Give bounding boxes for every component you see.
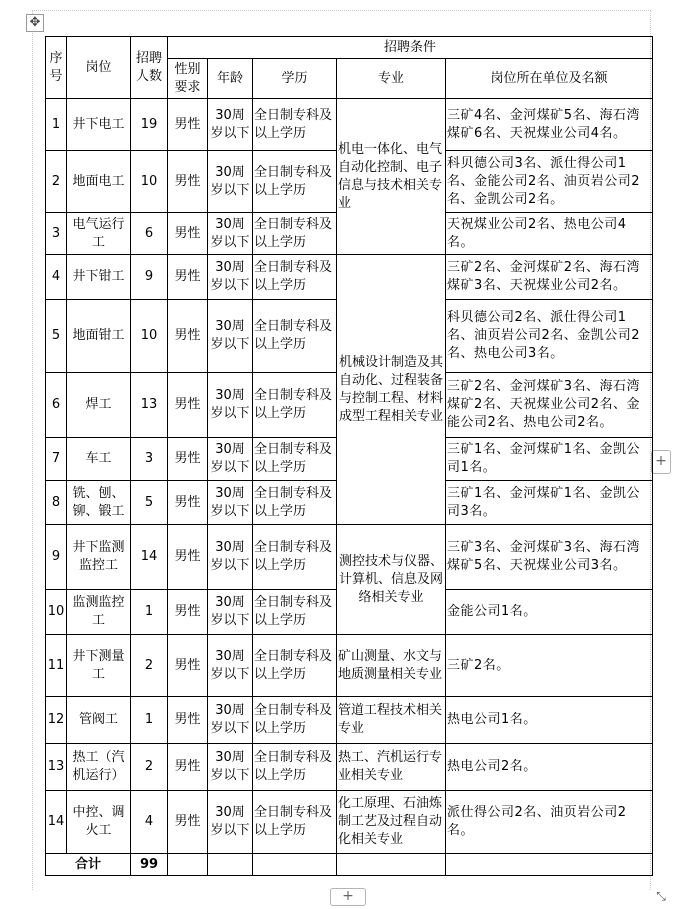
cell-gender: 男性	[168, 791, 208, 854]
cell-position: 地面钳工	[67, 300, 131, 373]
page-edge-top	[32, 10, 651, 11]
table-row	[46, 525, 653, 590]
cell-position: 车工	[67, 438, 131, 481]
cell-age: 30周岁以下	[208, 791, 253, 854]
cell-units: 科贝德公司3名、派仕得公司1名、金能公司2名、油页岩公司2名、金凯公司2名。	[446, 151, 653, 213]
cell-seq: 10	[46, 590, 67, 635]
cell-gender: 男性	[168, 99, 208, 151]
cell-age: 30周岁以下	[208, 373, 253, 438]
cell-age: 30周岁以下	[208, 525, 253, 590]
cell-position: 热工（汽机运行）	[67, 744, 131, 791]
cell-gender: 男性	[168, 590, 208, 635]
cell-units: 金能公司1名。	[446, 590, 653, 635]
cell-position: 铣、刨、铆、锻工	[67, 481, 131, 525]
total-label: 合计	[46, 854, 131, 876]
cell-position: 井下电工	[67, 99, 131, 151]
empty-cell	[208, 854, 253, 876]
cell-education: 全日制专科及以上学历	[253, 525, 337, 590]
cell-education: 全日制专科及以上学历	[253, 438, 337, 481]
cell-seq: 2	[46, 151, 67, 213]
cell-count: 6	[131, 213, 168, 255]
cell-units: 三矿2名。	[446, 635, 653, 697]
cell-gender: 男性	[168, 481, 208, 525]
cell-age: 30周岁以下	[208, 255, 253, 300]
cell-gender: 男性	[168, 373, 208, 438]
cell-education: 全日制专科及以上学历	[253, 99, 337, 151]
cell-gender: 男性	[168, 213, 208, 255]
resize-icon[interactable]: ⤡	[656, 889, 666, 903]
header-count: 招聘人数	[131, 37, 168, 99]
cell-age: 30周岁以下	[208, 697, 253, 744]
cell-gender: 男性	[168, 525, 208, 590]
cell-major: 测控技术与仪器、计算机、信息及网络相关专业	[337, 525, 446, 635]
cell-units: 热电公司2名。	[446, 744, 653, 791]
cell-position: 中控、调火工	[67, 791, 131, 854]
cell-seq: 1	[46, 99, 67, 151]
header-conditions: 招聘条件	[168, 37, 653, 59]
table-move-icon[interactable]: ✥	[26, 14, 44, 32]
cell-education: 全日制专科及以上学历	[253, 590, 337, 635]
cell-count: 13	[131, 373, 168, 438]
cell-units: 三矿1名、金河煤矿1名、金凯公司1名。	[446, 438, 653, 481]
cell-count: 1	[131, 697, 168, 744]
header-education: 学历	[253, 59, 337, 99]
header-gender: 性别要求	[168, 59, 208, 99]
cell-education: 全日制专科及以上学历	[253, 481, 337, 525]
header-major: 专业	[337, 59, 446, 99]
add-row-button[interactable]	[330, 888, 366, 906]
total-row	[46, 854, 653, 876]
empty-cell	[253, 854, 337, 876]
cell-major: 矿山测量、水文与地质测量相关专业	[337, 635, 446, 697]
cell-age: 30周岁以下	[208, 590, 253, 635]
cell-education: 全日制专科及以上学历	[253, 255, 337, 300]
cell-gender: 男性	[168, 300, 208, 373]
cell-education: 全日制专科及以上学历	[253, 791, 337, 854]
cell-major: 管道工程技术相关专业	[337, 697, 446, 744]
cell-seq: 4	[46, 255, 67, 300]
recruitment-table	[45, 36, 653, 876]
table-row	[46, 744, 653, 791]
cell-count: 5	[131, 481, 168, 525]
cell-seq: 13	[46, 744, 67, 791]
cell-position: 井下钳工	[67, 255, 131, 300]
empty-cell	[337, 854, 446, 876]
cell-count: 10	[131, 300, 168, 373]
header-age: 年龄	[208, 59, 253, 99]
cell-major: 化工原理、石油炼制工艺及过程自动化相关专业	[337, 791, 446, 854]
cell-age: 30周岁以下	[208, 99, 253, 151]
cell-units: 天祝煤业公司2名、热电公司4名。	[446, 213, 653, 255]
cell-count: 9	[131, 255, 168, 300]
empty-cell	[446, 854, 653, 876]
cell-count: 4	[131, 791, 168, 854]
header-units: 岗位所在单位及名额	[446, 59, 653, 99]
cell-major: 机械设计制造及其自动化、过程装备与控制工程、材料成型工程相关专业	[337, 255, 446, 525]
cell-education: 全日制专科及以上学历	[253, 300, 337, 373]
table-row	[46, 697, 653, 744]
cell-age: 30周岁以下	[208, 481, 253, 525]
cell-age: 30周岁以下	[208, 151, 253, 213]
cell-seq: 12	[46, 697, 67, 744]
cell-age: 30周岁以下	[208, 213, 253, 255]
cell-units: 科贝德公司2名、派仕得公司1名、油页岩公司2名、金凯公司2名、热电公司3名。	[446, 300, 653, 373]
add-column-button[interactable]	[651, 450, 671, 474]
cell-units: 三矿4名、金河煤矿5名、海石湾煤矿6名、天祝煤业公司4名。	[446, 99, 653, 151]
empty-cell	[168, 854, 208, 876]
header-position: 岗位	[67, 37, 131, 99]
table-row	[46, 255, 653, 300]
total-value: 99	[131, 854, 168, 876]
cell-units: 三矿3名、金河煤矿3名、海石湾煤矿5名、天祝煤业公司3名。	[446, 525, 653, 590]
cell-age: 30周岁以下	[208, 635, 253, 697]
cell-seq: 8	[46, 481, 67, 525]
cell-education: 全日制专科及以上学历	[253, 373, 337, 438]
cell-education: 全日制专科及以上学历	[253, 697, 337, 744]
plus-icon: +	[655, 453, 667, 469]
cell-units: 热电公司1名。	[446, 697, 653, 744]
cell-major: 热工、汽机运行专业相关专业	[337, 744, 446, 791]
cell-education: 全日制专科及以上学历	[253, 744, 337, 791]
cell-position: 井下监测监控工	[67, 525, 131, 590]
cell-major: 机电一体化、电气自动化控制、电子信息与技术相关专业	[337, 99, 446, 255]
cell-position: 电气运行工	[67, 213, 131, 255]
page-edge-left	[32, 10, 33, 890]
cell-seq: 7	[46, 438, 67, 481]
header-seq: 序号	[46, 37, 67, 99]
table-row	[46, 791, 653, 854]
cell-education: 全日制专科及以上学历	[253, 635, 337, 697]
cell-units: 三矿2名、金河煤矿2名、海石湾煤矿3名、天祝煤业公司2名。	[446, 255, 653, 300]
cell-gender: 男性	[168, 438, 208, 481]
cell-education: 全日制专科及以上学历	[253, 213, 337, 255]
cell-seq: 3	[46, 213, 67, 255]
cell-position: 焊工	[67, 373, 131, 438]
cell-education: 全日制专科及以上学历	[253, 151, 337, 213]
cell-seq: 14	[46, 791, 67, 854]
cell-gender: 男性	[168, 744, 208, 791]
plus-icon: +	[342, 888, 354, 904]
cell-gender: 男性	[168, 635, 208, 697]
cell-age: 30周岁以下	[208, 300, 253, 373]
cell-count: 19	[131, 99, 168, 151]
cell-age: 30周岁以下	[208, 438, 253, 481]
cell-gender: 男性	[168, 255, 208, 300]
cell-units: 三矿2名、金河煤矿3名、海石湾煤矿2名、天祝煤业公司2名、金能公司2名、热电公司2名。	[446, 373, 653, 438]
cell-seq: 6	[46, 373, 67, 438]
table-row	[46, 635, 653, 697]
cell-position: 地面电工	[67, 151, 131, 213]
cell-position: 井下测量工	[67, 635, 131, 697]
cell-position: 监测监控工	[67, 590, 131, 635]
cell-units: 派仕得公司2名、油页岩公司2名。	[446, 791, 653, 854]
table-row	[46, 99, 653, 151]
cell-count: 3	[131, 438, 168, 481]
cell-count: 2	[131, 744, 168, 791]
cell-count: 14	[131, 525, 168, 590]
cell-position: 管阀工	[67, 697, 131, 744]
cell-units: 三矿1名、金河煤矿1名、金凯公司3名。	[446, 481, 653, 525]
cell-gender: 男性	[168, 697, 208, 744]
cell-count: 1	[131, 590, 168, 635]
cell-seq: 5	[46, 300, 67, 373]
cell-count: 2	[131, 635, 168, 697]
cell-seq: 11	[46, 635, 67, 697]
cell-age: 30周岁以下	[208, 744, 253, 791]
cell-gender: 男性	[168, 151, 208, 213]
cell-count: 10	[131, 151, 168, 213]
cell-seq: 9	[46, 525, 67, 590]
